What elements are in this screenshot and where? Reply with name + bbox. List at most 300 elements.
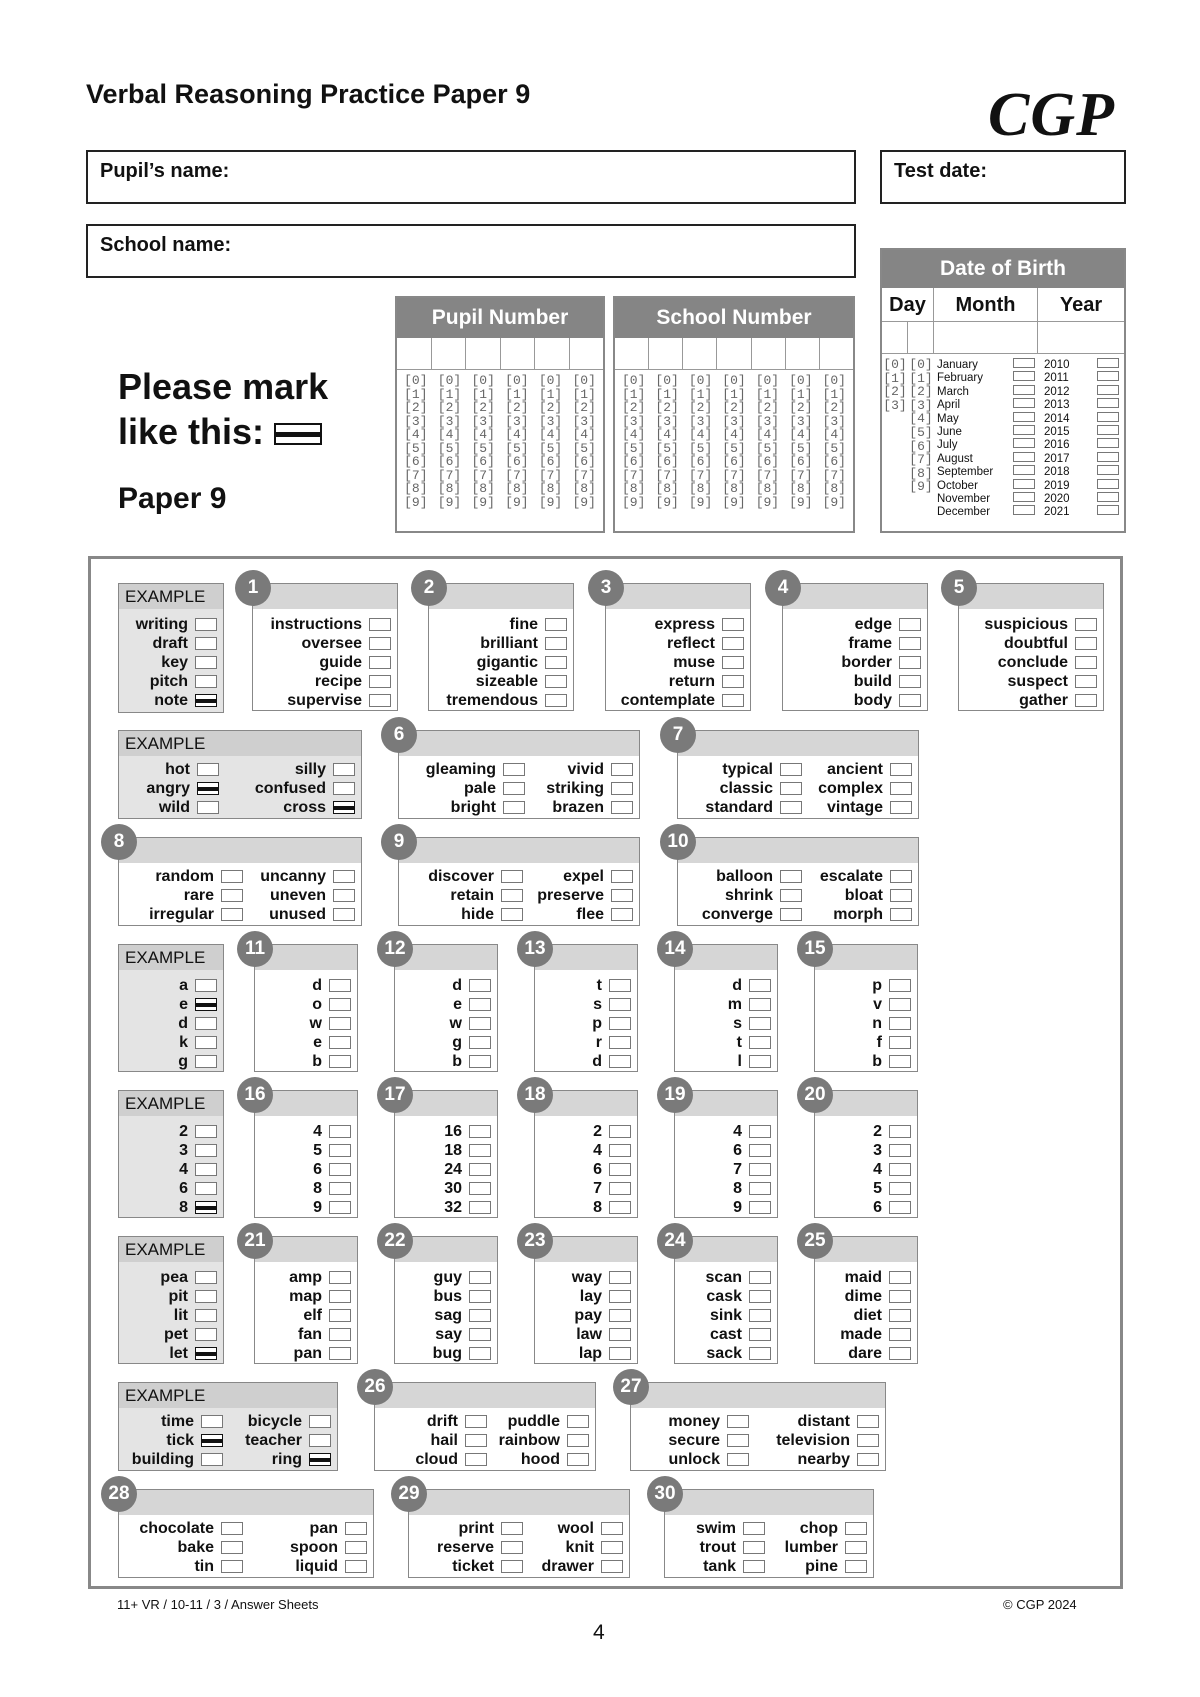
digit-option[interactable]: [8]	[755, 481, 780, 496]
answer-option[interactable]	[706, 1287, 771, 1306]
answer-option[interactable]	[706, 1344, 771, 1363]
checkbox[interactable]	[329, 1163, 351, 1176]
answer-option[interactable]	[785, 1538, 867, 1557]
checkbox[interactable]	[195, 1328, 217, 1341]
digit-option[interactable]: [2]	[883, 384, 907, 400]
checkbox[interactable]	[369, 618, 391, 631]
answer-option[interactable]	[841, 653, 921, 672]
answer-option[interactable]	[631, 1450, 749, 1469]
answer-option[interactable]	[119, 798, 219, 817]
dob-year-option[interactable]	[1038, 385, 1124, 398]
digit-column[interactable]	[751, 374, 784, 509]
checkbox[interactable]	[329, 979, 351, 992]
dob-year-option[interactable]	[1038, 438, 1124, 451]
digit-column[interactable]	[617, 374, 650, 509]
answer-option[interactable]	[409, 1557, 523, 1576]
dob-year-option[interactable]	[1038, 479, 1124, 492]
checkbox[interactable]	[501, 908, 523, 921]
checkbox[interactable]	[469, 1163, 491, 1176]
checkbox[interactable]	[195, 656, 217, 669]
digit-option[interactable]: [0]	[655, 373, 679, 388]
answer-option[interactable]	[119, 1557, 243, 1576]
digit-option[interactable]: [3]	[505, 413, 529, 429]
checkbox[interactable]	[329, 1055, 351, 1068]
answer-option[interactable]	[313, 1198, 351, 1217]
answer-option[interactable]	[678, 779, 802, 798]
checkbox[interactable]	[609, 1201, 631, 1214]
answer-option[interactable]	[546, 779, 633, 798]
digit-option[interactable]: [0]	[883, 357, 907, 372]
checkbox[interactable]	[1075, 618, 1097, 631]
pupil-number-boxes[interactable]	[397, 338, 603, 370]
digit-option[interactable]: [1]	[755, 386, 780, 402]
checkbox[interactable]	[1013, 438, 1035, 448]
checkbox[interactable]	[899, 656, 921, 669]
digit-option[interactable]: [2]	[538, 400, 563, 415]
checkbox[interactable]	[201, 1415, 223, 1428]
digit-option[interactable]: [6]	[471, 454, 495, 469]
checkbox[interactable]	[749, 998, 771, 1011]
digit-option[interactable]: [8]	[822, 481, 846, 496]
answer-option[interactable]	[665, 1538, 765, 1557]
checkbox[interactable]	[609, 1144, 631, 1157]
checkbox[interactable]	[845, 1541, 867, 1554]
digit-option[interactable]: [0]	[909, 357, 933, 372]
digit-option[interactable]: [3]	[572, 413, 596, 429]
answer-option[interactable]	[621, 634, 744, 653]
marked-checkbox[interactable]	[195, 694, 217, 707]
checkbox[interactable]	[1097, 505, 1119, 515]
answer-option[interactable]	[179, 1198, 217, 1217]
checkbox[interactable]	[545, 637, 567, 650]
checkbox[interactable]	[780, 908, 802, 921]
checkbox[interactable]	[345, 1560, 367, 1573]
checkbox[interactable]	[749, 979, 771, 992]
answer-option[interactable]	[446, 691, 567, 710]
digit-option[interactable]: [8]	[789, 481, 813, 496]
answer-option[interactable]	[499, 1412, 589, 1431]
checkbox[interactable]	[857, 1415, 879, 1428]
answer-option[interactable]	[621, 691, 744, 710]
checkbox[interactable]	[780, 889, 802, 902]
answer-option[interactable]	[678, 798, 802, 817]
digit-option[interactable]: [0]	[622, 373, 646, 388]
digit-option[interactable]: [6]	[538, 454, 563, 469]
digit-option[interactable]: [9]	[471, 494, 495, 510]
checkbox[interactable]	[889, 1309, 911, 1322]
checkbox[interactable]	[749, 1182, 771, 1195]
checkbox[interactable]	[503, 763, 525, 776]
checkbox[interactable]	[501, 1560, 523, 1573]
answer-option[interactable]	[178, 995, 217, 1014]
answer-option[interactable]	[728, 995, 771, 1014]
checkbox[interactable]	[545, 618, 567, 631]
digit-option[interactable]: [0]	[471, 373, 495, 388]
answer-option[interactable]	[409, 1519, 523, 1538]
checkbox[interactable]	[195, 1271, 217, 1284]
checkbox[interactable]	[889, 1201, 911, 1214]
answer-option[interactable]	[433, 1268, 491, 1287]
answer-option[interactable]	[375, 1412, 487, 1431]
dob-day-column[interactable]	[882, 358, 908, 519]
digit-option[interactable]: [7]	[572, 467, 596, 483]
answer-option[interactable]	[289, 1325, 351, 1344]
answer-option[interactable]	[245, 1412, 331, 1431]
answer-option[interactable]	[178, 976, 217, 995]
answer-option[interactable]	[733, 1122, 771, 1141]
checkbox[interactable]	[1013, 412, 1035, 422]
answer-option[interactable]	[841, 691, 921, 710]
digit-option[interactable]: [5]	[789, 440, 813, 456]
checkbox[interactable]	[722, 618, 744, 631]
checkbox[interactable]	[890, 889, 912, 902]
digit-column[interactable]	[433, 374, 467, 509]
answer-option[interactable]	[873, 1160, 911, 1179]
answer-option[interactable]	[290, 1538, 367, 1557]
answer-option[interactable]	[433, 1287, 491, 1306]
checkbox[interactable]	[889, 1271, 911, 1284]
answer-option[interactable]	[818, 779, 912, 798]
checkbox[interactable]	[469, 998, 491, 1011]
digit-option[interactable]: [8]	[538, 481, 563, 496]
digit-option[interactable]: [9]	[722, 494, 746, 510]
answer-option[interactable]	[984, 672, 1097, 691]
checkbox[interactable]	[1013, 452, 1035, 462]
answer-option[interactable]	[160, 1268, 217, 1287]
checkbox[interactable]	[609, 1290, 631, 1303]
checkbox[interactable]	[195, 1125, 217, 1138]
digit-option[interactable]: [9]	[755, 494, 780, 510]
digit-option[interactable]: [9]	[404, 494, 428, 510]
answer-option[interactable]	[433, 1344, 491, 1363]
checkbox[interactable]	[609, 1309, 631, 1322]
digit-option[interactable]: [3]	[883, 397, 907, 413]
checkbox[interactable]	[1097, 452, 1119, 462]
digit-column[interactable]	[684, 374, 717, 509]
marked-checkbox[interactable]	[195, 1201, 217, 1214]
checkbox[interactable]	[329, 1036, 351, 1049]
answer-option[interactable]	[119, 1519, 243, 1538]
checkbox[interactable]	[889, 1347, 911, 1360]
checkbox[interactable]	[743, 1522, 765, 1535]
marked-checkbox[interactable]	[309, 1453, 331, 1466]
checkbox[interactable]	[501, 1541, 523, 1554]
answer-option[interactable]	[446, 672, 567, 691]
answer-option[interactable]	[310, 1014, 351, 1033]
answer-option[interactable]	[537, 905, 633, 924]
answer-option[interactable]	[450, 976, 491, 995]
checkbox[interactable]	[890, 782, 912, 795]
digit-option[interactable]: [7]	[789, 467, 813, 483]
answer-option[interactable]	[678, 905, 802, 924]
checkbox[interactable]	[1075, 694, 1097, 707]
checkbox[interactable]	[501, 889, 523, 902]
answer-option[interactable]	[119, 1538, 243, 1557]
digit-column[interactable]	[500, 374, 534, 509]
answer-option[interactable]	[984, 615, 1097, 634]
dob-month-option[interactable]	[934, 371, 1038, 384]
checkbox[interactable]	[1097, 385, 1119, 395]
answer-option[interactable]	[433, 1306, 491, 1325]
answer-option[interactable]	[255, 779, 355, 798]
checkbox[interactable]	[1097, 358, 1119, 368]
digit-option[interactable]: [1]	[538, 386, 563, 402]
answer-option[interactable]	[119, 1450, 223, 1469]
digit-option[interactable]: [9]	[822, 494, 846, 510]
digit-option[interactable]: [5]	[822, 440, 846, 456]
answer-option[interactable]	[446, 634, 567, 653]
digit-option[interactable]: [9]	[909, 479, 933, 495]
answer-option[interactable]	[136, 634, 217, 653]
answer-option[interactable]	[621, 653, 744, 672]
checkbox[interactable]	[1013, 479, 1035, 489]
checkbox[interactable]	[195, 675, 217, 688]
digit-option[interactable]: [8]	[404, 481, 428, 496]
digit-option[interactable]: [7]	[437, 467, 462, 483]
digit-option[interactable]: [9]	[789, 494, 813, 510]
answer-option[interactable]	[841, 615, 921, 634]
digit-option[interactable]: [1]	[688, 386, 713, 402]
checkbox[interactable]	[221, 1522, 243, 1535]
checkbox[interactable]	[369, 675, 391, 688]
digit-option[interactable]: [5]	[538, 440, 563, 456]
checkbox[interactable]	[329, 1271, 351, 1284]
checkbox[interactable]	[889, 1125, 911, 1138]
checkbox[interactable]	[1013, 505, 1035, 515]
digit-option[interactable]: [0]	[688, 373, 713, 388]
digit-option[interactable]: [0]	[822, 373, 846, 388]
answer-option[interactable]	[776, 1412, 879, 1431]
checkbox[interactable]	[221, 1560, 243, 1573]
checkbox[interactable]	[889, 1017, 911, 1030]
answer-option[interactable]	[984, 691, 1097, 710]
dob-year-option[interactable]	[1038, 465, 1124, 478]
marked-checkbox[interactable]	[195, 1347, 217, 1360]
digit-option[interactable]: [2]	[688, 400, 713, 415]
digit-column[interactable]	[650, 374, 683, 509]
digit-option[interactable]: [2]	[755, 400, 780, 415]
checkbox[interactable]	[609, 1036, 631, 1049]
checkbox[interactable]	[899, 694, 921, 707]
answer-option[interactable]	[450, 1033, 491, 1052]
checkbox[interactable]	[469, 1290, 491, 1303]
answer-option[interactable]	[446, 615, 567, 634]
answer-option[interactable]	[119, 867, 243, 886]
digit-option[interactable]: [6]	[822, 454, 846, 469]
dob-month-option[interactable]	[934, 452, 1038, 465]
checkbox[interactable]	[469, 1309, 491, 1322]
digit-option[interactable]: [5]	[437, 440, 462, 456]
answer-option[interactable]	[178, 1052, 217, 1071]
checkbox[interactable]	[749, 1163, 771, 1176]
checkbox[interactable]	[1097, 371, 1119, 381]
answer-option[interactable]	[119, 760, 219, 779]
digit-option[interactable]: [6]	[688, 454, 713, 469]
answer-option[interactable]	[665, 1557, 765, 1576]
checkbox[interactable]	[1013, 465, 1035, 475]
digit-option[interactable]: [2]	[404, 400, 428, 415]
answer-option[interactable]	[179, 1122, 217, 1141]
digit-option[interactable]: [1]	[404, 386, 428, 402]
digit-option[interactable]: [5]	[622, 440, 646, 456]
checkbox[interactable]	[469, 1144, 491, 1157]
checkbox[interactable]	[333, 889, 355, 902]
digit-option[interactable]: [6]	[505, 454, 529, 469]
answer-option[interactable]	[450, 1052, 491, 1071]
dob-year-option[interactable]	[1038, 371, 1124, 384]
checkbox[interactable]	[749, 1201, 771, 1214]
dob-month-column[interactable]	[934, 358, 1038, 519]
answer-option[interactable]	[136, 691, 217, 710]
answer-option[interactable]	[245, 1450, 331, 1469]
pupil-name-field[interactable]	[86, 150, 856, 204]
checkbox[interactable]	[369, 637, 391, 650]
dob-year-column[interactable]	[1038, 358, 1124, 519]
pupil-number-digits[interactable]	[397, 370, 603, 513]
answer-option[interactable]	[678, 867, 802, 886]
answer-option[interactable]	[313, 1141, 351, 1160]
digit-option[interactable]: [8]	[622, 481, 646, 496]
answer-option[interactable]	[136, 653, 217, 672]
answer-option[interactable]	[119, 779, 219, 798]
answer-option[interactable]	[160, 1325, 217, 1344]
checkbox[interactable]	[749, 1290, 771, 1303]
checkbox[interactable]	[857, 1434, 879, 1447]
answer-option[interactable]	[841, 672, 921, 691]
checkbox[interactable]	[201, 1453, 223, 1466]
answer-option[interactable]	[542, 1557, 623, 1576]
answer-option[interactable]	[621, 672, 744, 691]
answer-option[interactable]	[310, 1033, 351, 1052]
answer-option[interactable]	[984, 634, 1097, 653]
checkbox[interactable]	[329, 1182, 351, 1195]
answer-option[interactable]	[444, 1198, 491, 1217]
checkbox[interactable]	[345, 1541, 367, 1554]
digit-option[interactable]: [1]	[655, 386, 679, 402]
checkbox[interactable]	[221, 889, 243, 902]
checkbox[interactable]	[780, 763, 802, 776]
answer-option[interactable]	[593, 1179, 631, 1198]
answer-option[interactable]	[776, 1450, 879, 1469]
digit-option[interactable]: [5]	[755, 440, 780, 456]
checkbox[interactable]	[221, 870, 243, 883]
checkbox[interactable]	[889, 1163, 911, 1176]
checkbox[interactable]	[611, 889, 633, 902]
answer-option[interactable]	[444, 1141, 491, 1160]
digit-option[interactable]: [1]	[909, 370, 933, 386]
checkbox[interactable]	[609, 998, 631, 1011]
checkbox[interactable]	[469, 1017, 491, 1030]
answer-option[interactable]	[593, 1141, 631, 1160]
answer-option[interactable]	[818, 798, 912, 817]
digit-option[interactable]: [6]	[622, 454, 646, 469]
checkbox[interactable]	[1097, 438, 1119, 448]
checkbox[interactable]	[749, 1055, 771, 1068]
answer-option[interactable]	[119, 886, 243, 905]
digit-option[interactable]: [3]	[722, 413, 746, 429]
checkbox[interactable]	[469, 1182, 491, 1195]
digit-option[interactable]: [1]	[622, 386, 646, 402]
checkbox[interactable]	[369, 694, 391, 707]
checkbox[interactable]	[845, 1522, 867, 1535]
checkbox[interactable]	[333, 908, 355, 921]
answer-option[interactable]	[245, 1431, 331, 1450]
digit-option[interactable]: [6]	[437, 454, 462, 469]
answer-option[interactable]	[313, 1122, 351, 1141]
digit-option[interactable]: [7]	[538, 467, 563, 483]
checkbox[interactable]	[1097, 465, 1119, 475]
answer-option[interactable]	[820, 867, 912, 886]
digit-option[interactable]: [4]	[404, 427, 428, 442]
digit-option[interactable]: [3]	[755, 413, 780, 429]
digit-option[interactable]: [4]	[688, 427, 713, 442]
answer-option[interactable]	[270, 653, 391, 672]
checkbox[interactable]	[1075, 637, 1097, 650]
checkbox[interactable]	[780, 870, 802, 883]
answer-option[interactable]	[546, 798, 633, 817]
answer-option[interactable]	[375, 1431, 487, 1450]
answer-option[interactable]	[119, 905, 243, 924]
answer-option[interactable]	[260, 886, 355, 905]
checkbox[interactable]	[329, 998, 351, 1011]
checkbox[interactable]	[727, 1434, 749, 1447]
checkbox[interactable]	[609, 1347, 631, 1360]
answer-option[interactable]	[270, 691, 391, 710]
checkbox[interactable]	[195, 618, 217, 631]
digit-column[interactable]	[567, 374, 601, 509]
digit-option[interactable]: [2]	[471, 400, 495, 415]
digit-option[interactable]: [7]	[688, 467, 713, 483]
checkbox[interactable]	[889, 1144, 911, 1157]
checkbox[interactable]	[329, 1309, 351, 1322]
checkbox[interactable]	[345, 1522, 367, 1535]
checkbox[interactable]	[889, 979, 911, 992]
answer-option[interactable]	[270, 634, 391, 653]
answer-option[interactable]	[179, 1141, 217, 1160]
answer-option[interactable]	[572, 1325, 631, 1344]
answer-option[interactable]	[399, 886, 523, 905]
answer-option[interactable]	[446, 653, 567, 672]
checkbox[interactable]	[749, 1036, 771, 1049]
answer-option[interactable]	[728, 1052, 771, 1071]
digit-option[interactable]: [1]	[822, 386, 846, 402]
answer-option[interactable]	[872, 1033, 911, 1052]
answer-option[interactable]	[499, 1450, 589, 1469]
digit-option[interactable]: [9]	[655, 494, 679, 510]
checkbox[interactable]	[722, 675, 744, 688]
digit-option[interactable]: [2]	[822, 400, 846, 415]
checkbox[interactable]	[1075, 656, 1097, 669]
answer-option[interactable]	[728, 1014, 771, 1033]
answer-option[interactable]	[592, 1033, 631, 1052]
dob-month-option[interactable]	[934, 479, 1038, 492]
answer-option[interactable]	[984, 653, 1097, 672]
answer-option[interactable]	[728, 976, 771, 995]
checkbox[interactable]	[899, 675, 921, 688]
school-number-digits[interactable]	[615, 370, 853, 513]
digit-option[interactable]: [2]	[789, 400, 813, 415]
digit-option[interactable]: [5]	[655, 440, 679, 456]
answer-option[interactable]	[593, 1160, 631, 1179]
digit-option[interactable]: [2]	[655, 400, 679, 415]
digit-option[interactable]: [8]	[722, 481, 746, 496]
answer-option[interactable]	[290, 1557, 367, 1576]
answer-option[interactable]	[542, 1519, 623, 1538]
answer-option[interactable]	[706, 1268, 771, 1287]
digit-option[interactable]: [7]	[404, 467, 428, 483]
answer-option[interactable]	[450, 1014, 491, 1033]
answer-option[interactable]	[546, 760, 633, 779]
